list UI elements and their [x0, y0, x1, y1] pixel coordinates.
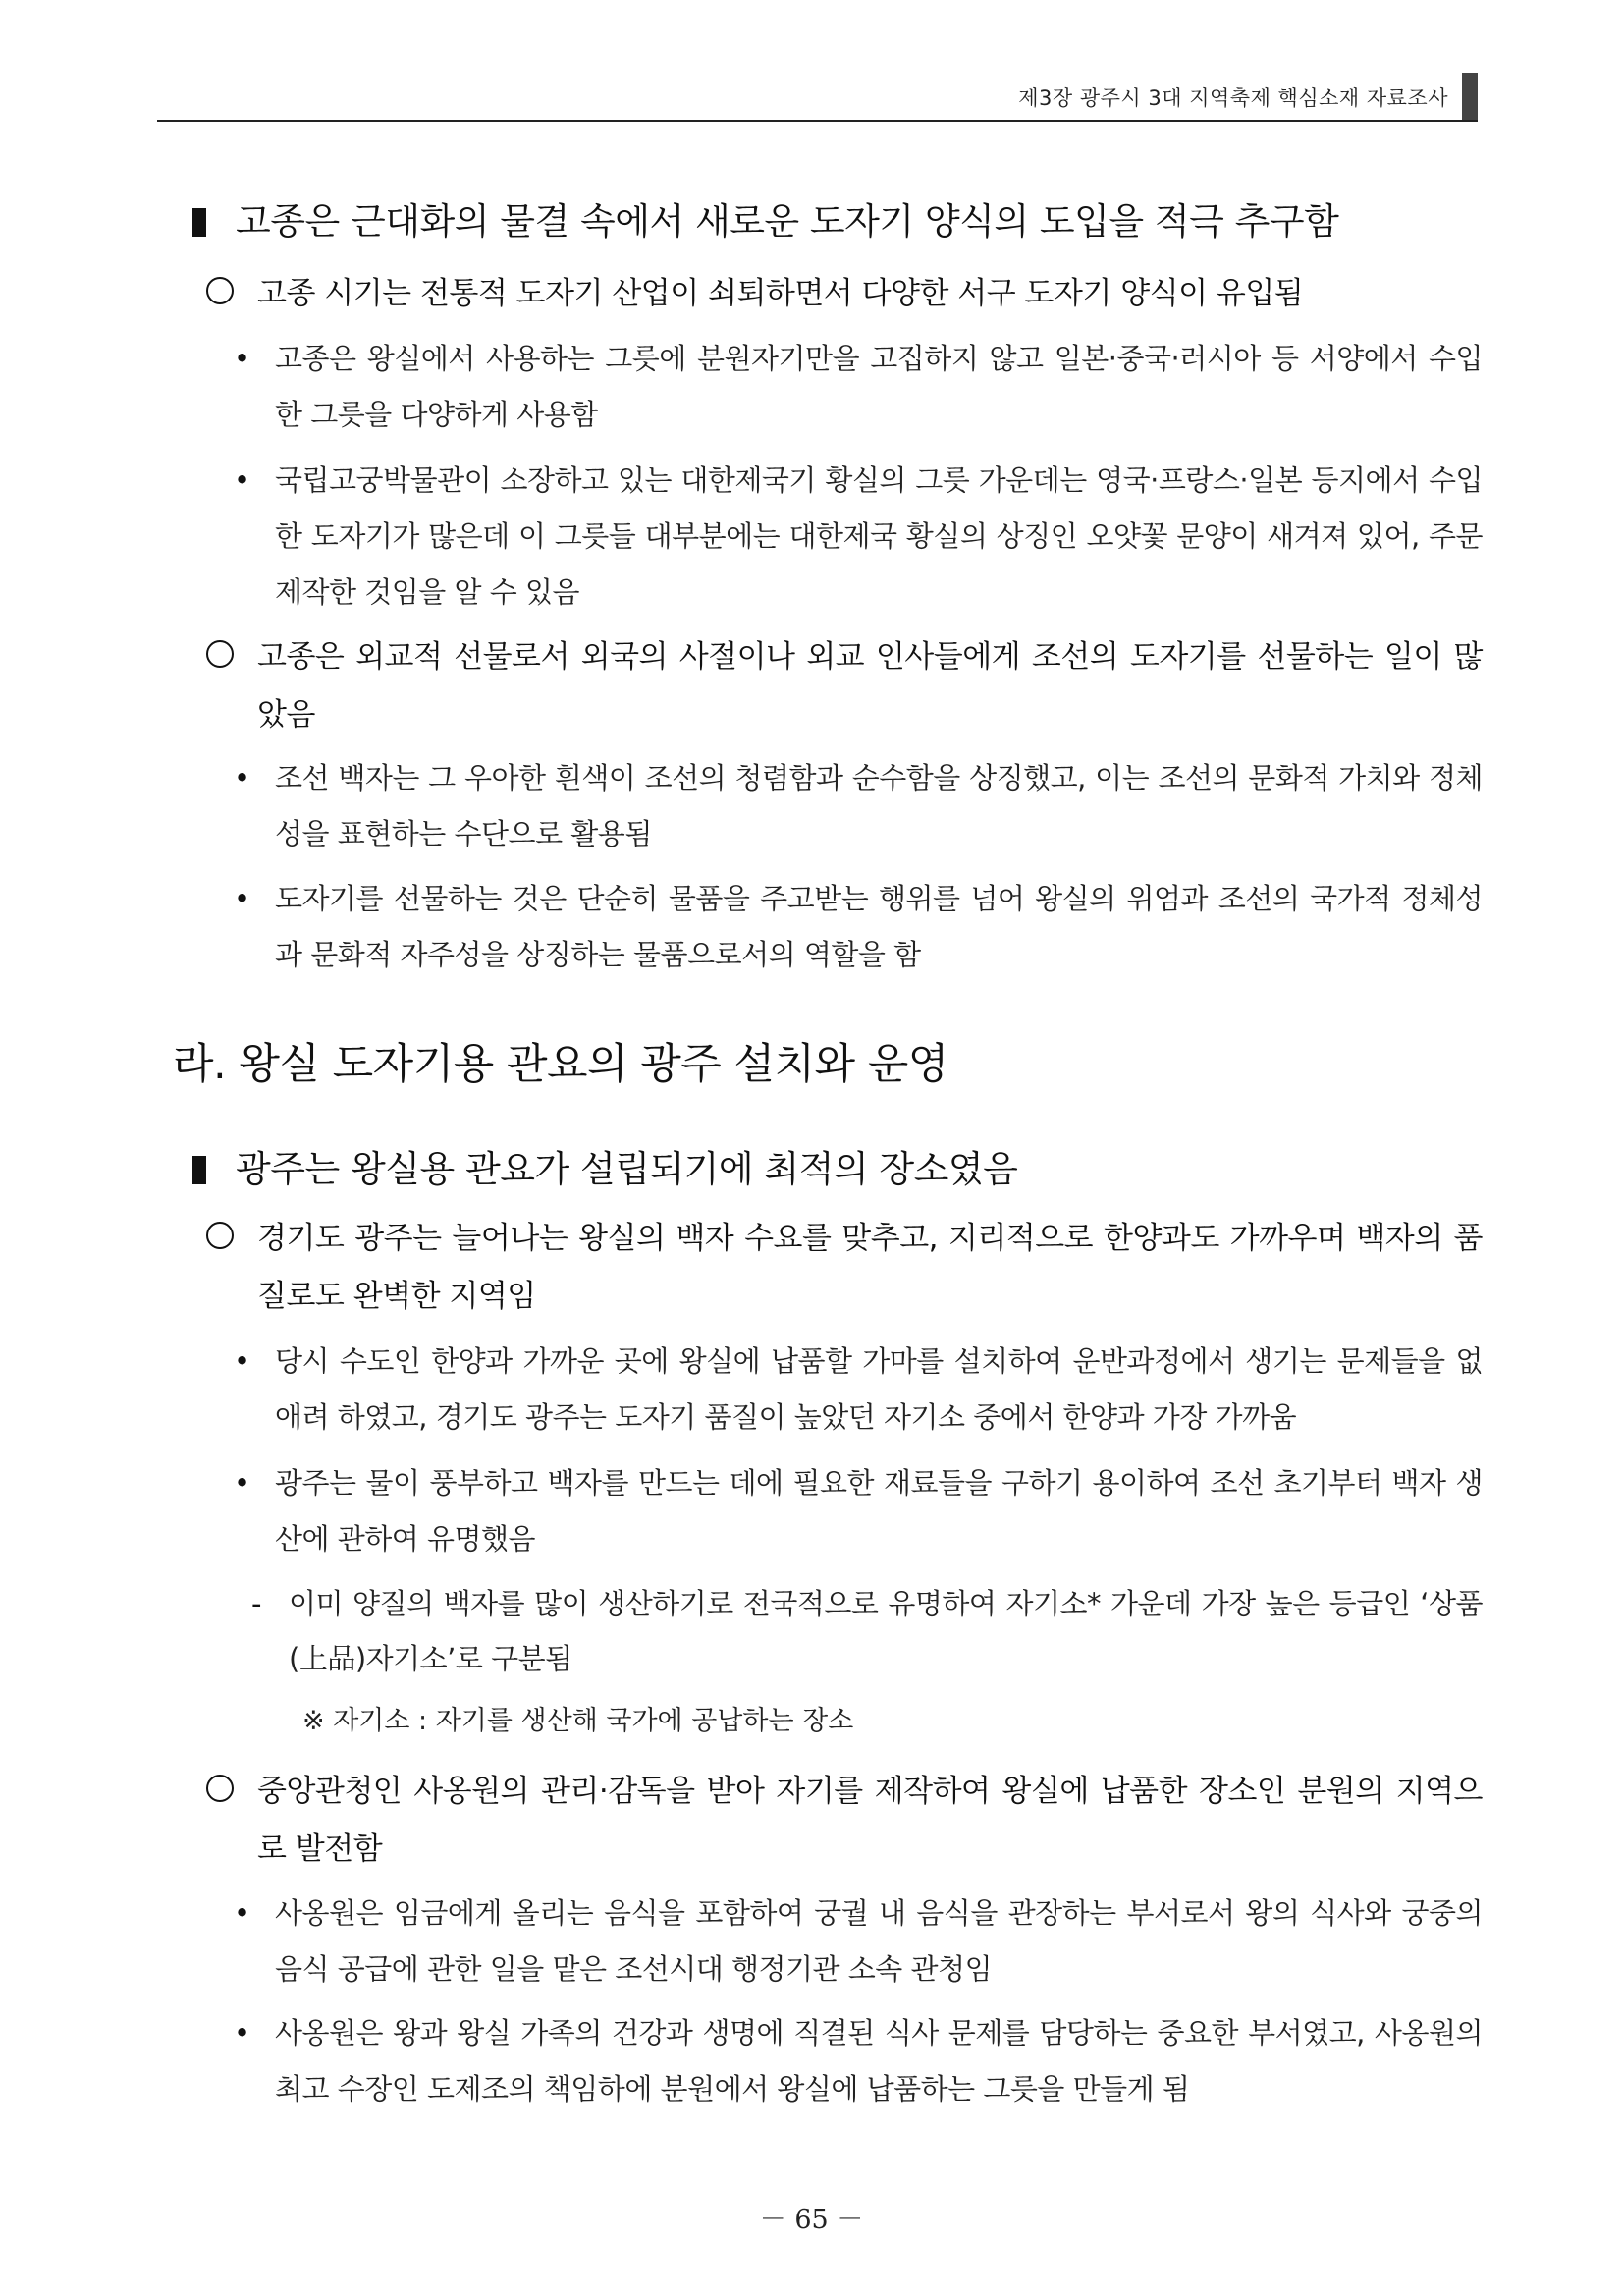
- bullet-dot-icon: •: [234, 464, 251, 497]
- bullet-item-5: [234, 1334, 1483, 1446]
- circle-item-4-text: 중앙관청인 사옹원의 관리·감독을 받아 자기를 제작하여 왕실에 납품한 장소인 분원의 지역으로 발전함: [257, 1774, 1483, 1867]
- circle-bullet-icon: [206, 1222, 234, 1249]
- bullet-item-7: [234, 1886, 1483, 1997]
- heading-1: [192, 191, 1338, 245]
- bullet-item-5-text: 당시 수도인 한양과 가까운 곳에 왕실에 납품할 가마를 설치하여 운반과정에서 생기는 문제들을 없애려 하였고, 경기도 광주는 도자기 품질이 높았던 자기소 중에서 한양과 가장 가까움: [275, 1344, 1483, 1434]
- bullet-dot-icon: •: [234, 882, 251, 915]
- bullet-item-1-text: 고종은 왕실에서 사용하는 그릇에 분원자기만을 고집하지 않고 일본·중국·러시아 등 서양에서 수입한 그릇을 다양하게 사용함: [275, 342, 1483, 431]
- dash-item-1-text: 이미 양질의 백자를 많이 생산하기로 전국적으로 유명하여 자기소* 가운데 가장 높은 등급인 ‘상품(上品)자기소’로 구분됨: [289, 1587, 1483, 1675]
- section-title: 라. 왕실 도자기용 관요의 광주 설치와 운영: [173, 1040, 948, 1089]
- circle-item-3: [206, 1210, 1483, 1326]
- bullet-item-8: [234, 2005, 1483, 2117]
- page-number: － 65 －: [759, 2205, 864, 2235]
- bullet-item-7-text: 사옹원은 임금에게 올리는 음식을 포함하여 궁궐 내 음식을 관장하는 부서로서 왕의 식사와 궁중의 음식 공급에 관한 일을 맡은 조선시대 행정기관 소속 관청임: [275, 1896, 1483, 1986]
- circle-item-3-text: 경기도 광주는 늘어나는 왕실의 백자 수요를 맞추고, 지리적으로 한양과도 가까우며 백자의 품질로도 완벽한 지역임: [257, 1221, 1483, 1314]
- chapter-title: 제3장 광주시 3대 지역축제 핵심소재 자료조사: [1018, 86, 1448, 110]
- heading-1-text: 고종은 근대화의 물결 속에서 새로운 도자기 양식의 도입을 적극 추구함: [236, 200, 1339, 243]
- heading-2-text: 광주는 왕실용 관요가 설립되기에 최적의 장소였음: [236, 1148, 1018, 1190]
- dash-bullet-icon: -: [251, 1587, 262, 1620]
- circle-item-4: [206, 1763, 1483, 1879]
- circle-item-1: [206, 265, 1483, 323]
- bullet-item-6-text: 광주는 물이 풍부하고 백자를 만드는 데에 필요한 재료들을 구하기 용이하여 조선 초기부터 백자 생산에 관하여 유명했음: [275, 1466, 1483, 1556]
- bullet-item-4: [234, 871, 1483, 983]
- bullet-item-6: [234, 1455, 1483, 1567]
- circle-item-1-text: 고종 시기는 전통적 도자기 산업이 쇠퇴하면서 다양한 서구 도자기 양식이 유입됨: [257, 276, 1304, 311]
- circle-item-2-text: 고종은 외교적 선물로서 외국의 사절이나 외교 인사들에게 조선의 도자기를 선물하는 일이 많았음: [257, 639, 1483, 733]
- bullet-item-3-text: 조선 백자는 그 우아한 흰색이 조선의 청렴함과 순수함을 상징했고, 이는 조선의 문화적 가치와 정체성을 표현하는 수단으로 활용됨: [275, 761, 1483, 850]
- bullet-dot-icon: •: [234, 1896, 251, 1930]
- bullet-item-2-text: 국립고궁박물관이 소장하고 있는 대한제국기 황실의 그릇 가운데는 영국·프랑스·일본 등지에서 수입한 도자기가 많은데 이 그릇들 대부분에는 대한제국 황실의 상징인 오얏꽃 문양이 새겨져 있어, 주문 제작한 것임을 알 수 있음: [275, 464, 1483, 609]
- heading-2: [192, 1139, 1017, 1192]
- circle-bullet-icon: [206, 1775, 234, 1802]
- bullet-dot-icon: •: [234, 2016, 251, 2050]
- bullet-item-1: [234, 331, 1483, 443]
- circle-bullet-icon: [206, 277, 234, 304]
- square-bullet-icon: [192, 208, 206, 237]
- circle-bullet-icon: [206, 640, 234, 668]
- bullet-dot-icon: •: [234, 1344, 251, 1378]
- header-bar: [1462, 73, 1478, 120]
- bullet-item-2: [234, 453, 1483, 621]
- bullet-item-8-text: 사옹원은 왕과 왕실 가족의 건강과 생명에 직결된 식사 문제를 담당하는 중요한 부서였고, 사옹원의 최고 수장인 도제조의 책임하에 분원에서 왕실에 납품하는 그릇을 만들게 됨: [275, 2016, 1483, 2105]
- bullet-item-4-text: 도자기를 선물하는 것은 단순히 물품을 주고받는 행위를 넘어 왕실의 위엄과 조선의 국가적 정체성과 문화적 자주성을 상징하는 물품으로서의 역할을 함: [275, 882, 1483, 971]
- footnote: ※ 자기소 : 자기를 생산해 국가에 공납하는 장소: [302, 1706, 854, 1736]
- dash-item-1: [251, 1576, 1483, 1686]
- bullet-dot-icon: •: [234, 1466, 251, 1500]
- circle-item-2: [206, 629, 1483, 744]
- bullet-dot-icon: •: [234, 342, 251, 375]
- bullet-dot-icon: •: [234, 761, 251, 794]
- square-bullet-icon: [192, 1156, 206, 1184]
- page-header: [157, 69, 1478, 122]
- bullet-item-3: [234, 750, 1483, 862]
